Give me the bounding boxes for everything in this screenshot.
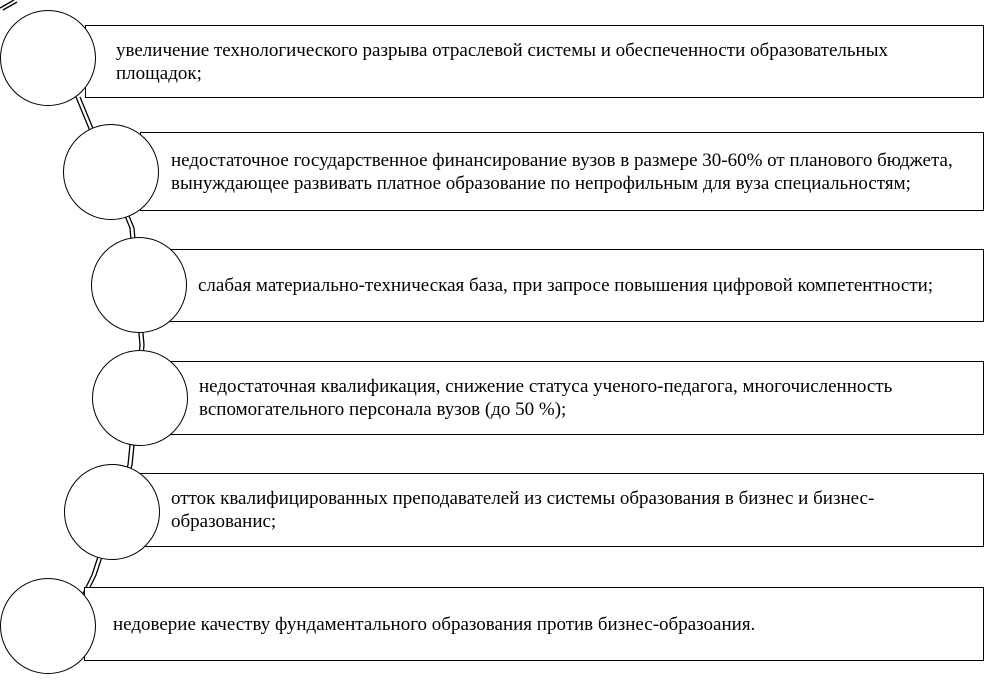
item-circle-6 [0, 578, 96, 674]
item-box-5 [140, 473, 984, 547]
item-circle-5 [64, 464, 160, 560]
item-text-3: слабая материально-техническая база, при запросе повышения цифровой компетентности; [198, 275, 934, 296]
item-circle-2 [63, 124, 159, 220]
item-text-4: недостаточная квалификация, снижение статуса ученого-педагога, многочисленность вспомогательного персонала вузов (до 50 %); [199, 376, 893, 420]
item-circle-4 [92, 350, 188, 446]
item-text-6: недоверие качеству фундаментального образования против бизнес-образоания. [113, 613, 756, 635]
item-circle-1 [0, 10, 96, 106]
item-circle-3 [91, 237, 187, 333]
item-box-1 [85, 25, 984, 98]
item-text-5: отток квалифицированных преподавателей из системы образования в бизнес и бизнес-образованис; [171, 488, 875, 532]
item-box-4 [168, 361, 984, 435]
item-box-3 [167, 249, 984, 322]
item-text-2: недостаточное государственное финансирование вузов в размере 30-60% от планового бюджета, вынуждающее развивать платное образование по непрофильным для вуза специальностям; [171, 149, 953, 194]
item-text-1: увеличение технологического разрыва отраслевой системы и обеспеченности образовательных площадок; [116, 39, 888, 84]
item-box-6 [84, 587, 984, 661]
item-box-2 [140, 132, 984, 211]
